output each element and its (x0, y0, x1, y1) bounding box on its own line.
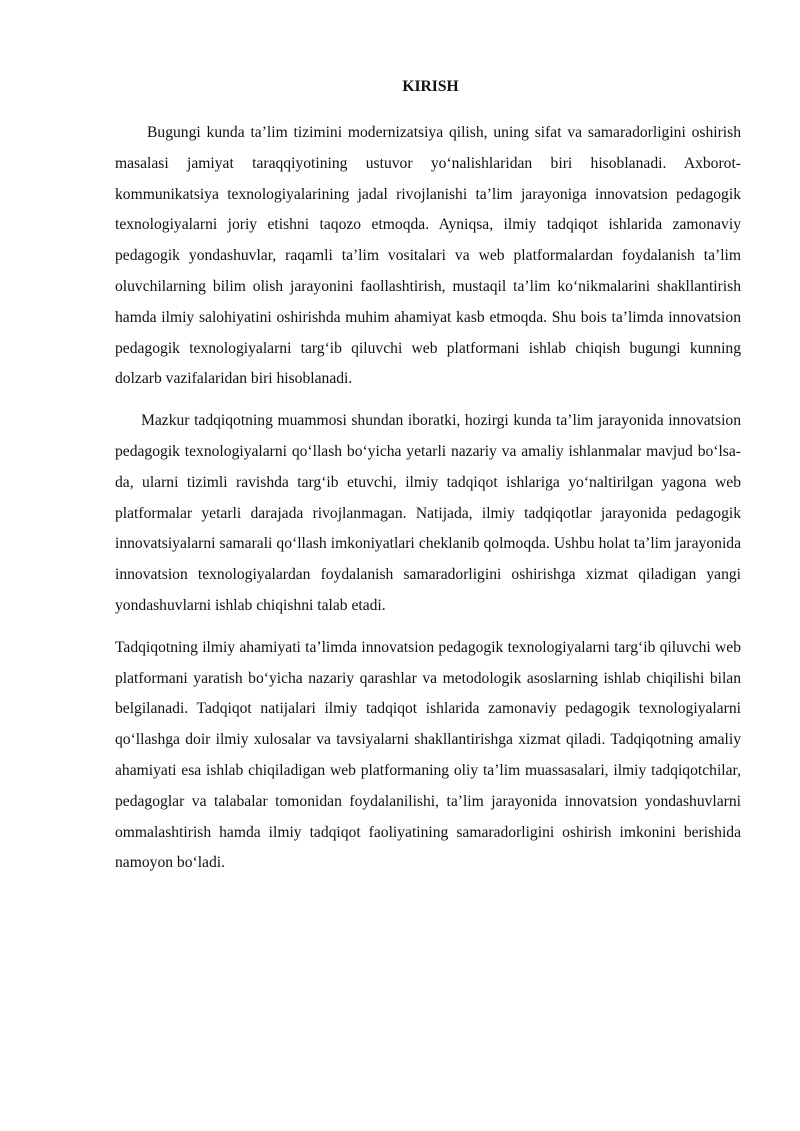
paragraph-significance: Tadqiqotning ilmiy ahamiyati ta’limda innovatsion pedagogik texnologiyalarni targ‘ib qiluvchi web platformani yaratish bo‘yicha nazariy qarashlar va metodologik asoslarning ishlab chiqilishi bilan belgilanadi. Tadqiqot natijalari ilmiy tadqiqot ishlarida zamonaviy pedagogik texnologiyalarni qo‘llashga doir ilmiy xulosalar va tavsiyalarni shakllantirishga xizmat qiladi. Tadqiqotning amaliy ahamiyati esa ishlab chiqiladigan web platformaning oliy ta’lim muassasalari, ilmiy tadqiqotchilar, pedagoglar va talabalar tomonidan foydalanilishi, ta’lim jarayonida innovatsion yondashuvlarni ommalashtirish hamda ilmiy tadqiqot faoliyatining samaradorligini oshirish imkonini berishida namoyon bo‘ladi. (115, 638, 741, 872)
section-title: KIRISH (402, 78, 459, 95)
paragraph-introduction: Bugungi kunda ta’lim tizimini modernizatsiya qilish, uning sifat va samaradorligini oshirish masalasi jamiyat taraqqiyotining ustuvor yo‘nalishlaridan biri hisoblanadi. Axborot-kommunikatsiya texnologiyalarining jadal rivojlanishi ta’lim jarayoniga innovatsion pedagogik texnologiyalarni joriy etishni taqozo etmoqda. Ayniqsa, ilmiy tadqiqot ishlarida zamonaviy pedagogik yondashuvlar, raqamli ta’lim vositalari va web platformalardan foydalanish ta’lim oluvchilarning bilim olish jarayonini faollashtirish, mustaqil ta’lim ko‘nikmalarini shakllantirish hamda ilmiy salohiyatini oshirishda muhim ahamiyat kasb etmoqda. Shu bois ta’limda innovatsion pedagogik texnologiyalarni targ‘ib qiluvchi web platformani ishlab chiqish bugungi kunning dolzarb vazifalaridan biri hisoblanadi. (115, 124, 741, 388)
document-body (115, 74, 741, 879)
paragraph-problem: Mazkur tadqiqotning muammosi shundan iboratki, hozirgi kunda ta’lim jarayonida innovatsion pedagogik texnologiyalarni qo‘llash bo‘yicha yetarli nazariy va amaliy ishlanmalar mavjud bo‘lsa-da, ularni tizimli ravishda targ‘ib etuvchi, ilmiy tadqiqot ishlariga yo‘naltirilgan yagona web platformalar yetarli darajada rivojlanmagan. Natijada, ilmiy tadqiqotlar jarayonida pedagogik innovatsiyalarni samarali qo‘llash imkoniyatlari cheklanib qolmoqda. Ushbu holat ta’lim jarayonida innovatsion texnologiyalardan foydalanish samaradorligini oshirishga xizmat qiladigan yangi yondashuvlarni ishlab chiqishni talab etadi. (115, 412, 741, 614)
